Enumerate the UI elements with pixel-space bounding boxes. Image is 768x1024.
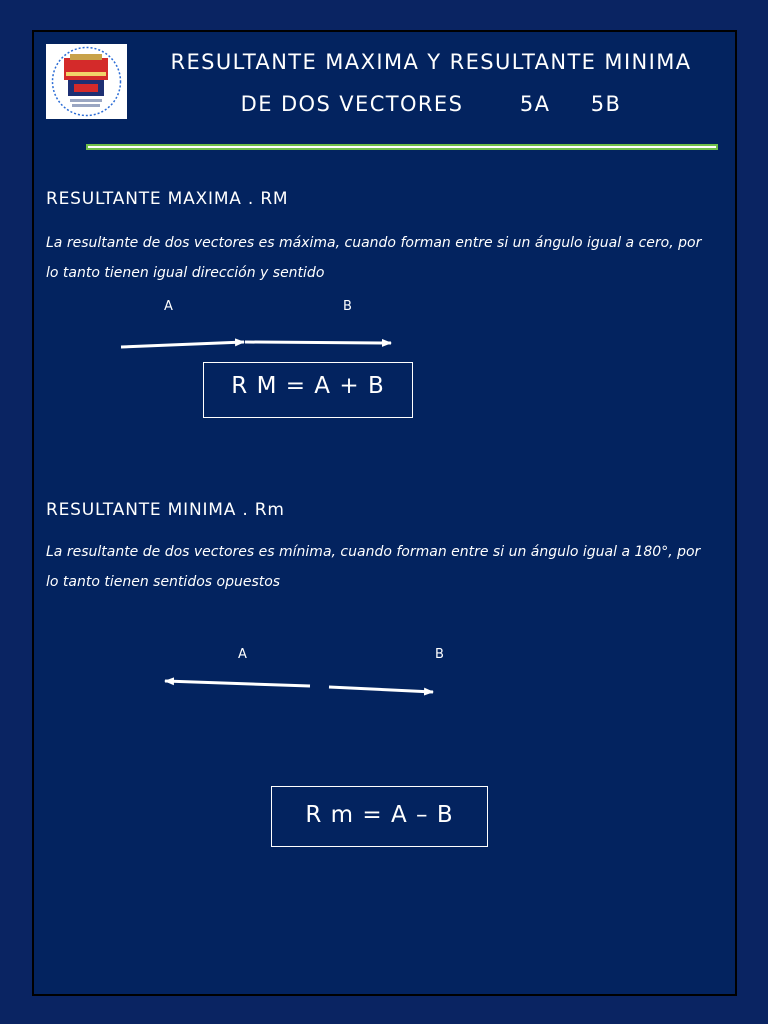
page-title-line-2: DE DOS VECTORES 5A 5B [240, 92, 622, 116]
vector-a-arrow-maxima [121, 342, 244, 347]
formula-box-maxima: R M = A + B [203, 362, 413, 418]
vector-a-label-maxima: A [164, 299, 173, 314]
minima-description: La resultante de dos vectores es mínima, cuando forman entre si un ángulo igual a 180°, por lo tanto tienen sentidos opuestos [46, 544, 701, 590]
vector-a-label-minima: A [238, 647, 247, 662]
vector-b-arrow-maxima [245, 342, 391, 343]
formula-box-minima: R m = A – B [271, 786, 488, 847]
vector-b-label-minima: B [435, 647, 444, 662]
page-title-line-1: RESULTANTE MAXIMA Y RESULTANTE MINIMA [170, 50, 692, 74]
vector-b-arrow-minima [329, 687, 433, 692]
vector-b-label-maxima: B [343, 299, 352, 314]
maxima-description: La resultante de dos vectores es máxima, cuando forman entre si un ángulo igual a cero, por lo tanto tienen igual dirección y sentido [46, 235, 702, 281]
section-heading-minima: RESULTANTE MINIMA . Rm [46, 500, 285, 520]
section-heading-maxima: RESULTANTE MAXIMA . RM [46, 189, 289, 209]
vector-a-arrow-minima [165, 681, 310, 686]
